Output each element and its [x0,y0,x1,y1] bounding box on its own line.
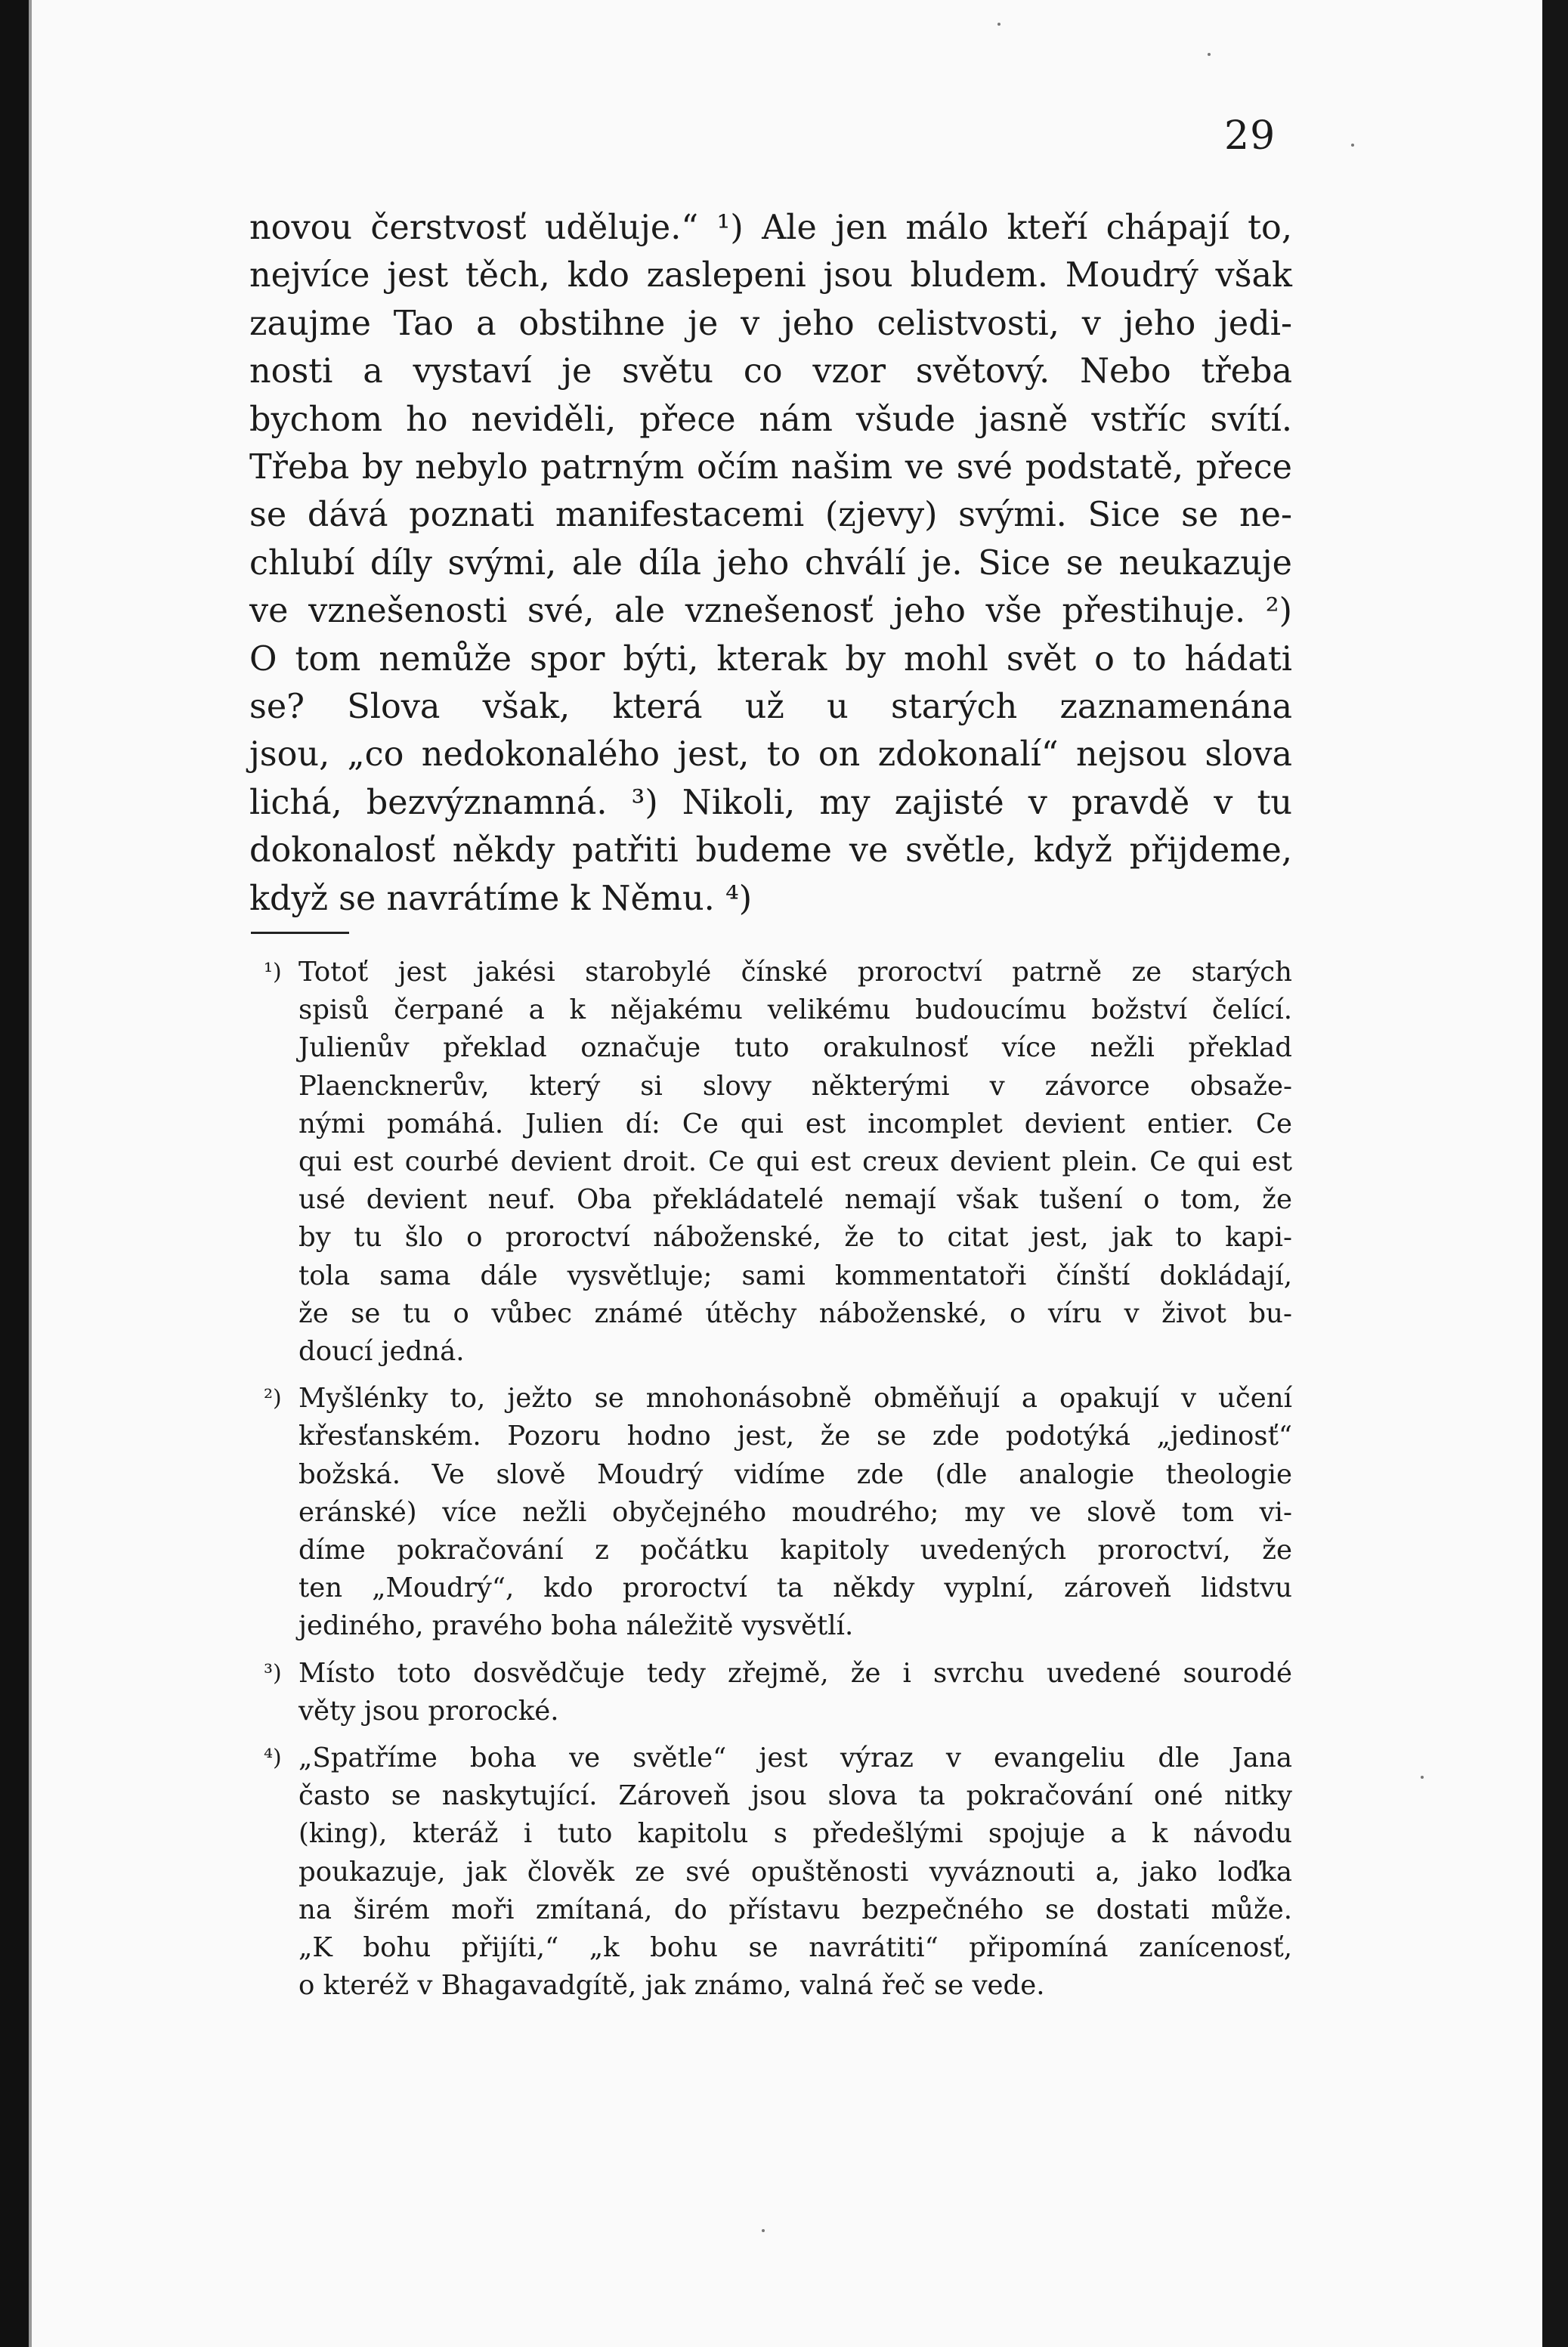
footnote-marker: ¹) [264,959,282,985]
main-line: ve vznešenosti své, ale vznešenosť jeho vše přestihuje. ²) [249,592,1292,631]
main-line: nosti a vystaví je světu co vzor světový. Nebo třeba [249,352,1292,391]
footnote-line: ten „Moudrý“, kdo proroctví ta někdy vyplní, zároveň lidstvu [298,1572,1292,1604]
footnote-line: tola sama dále vysvětluje; sami kommentatoři čínští dokládají, [298,1260,1292,1291]
footnote-line: křesťanském. Pozoru hodno jest, že se zde podotýká „jedinosť“ [298,1421,1292,1452]
footnote-2 [264,1380,1292,1645]
footnote-line: Myšlénky to, ježto se mnohonásobně obměňují a opakují v učení [298,1383,1292,1415]
footnote-line: by tu šlo o proroctví náboženské, že to citat jest, jak to kapi- [298,1222,1292,1254]
scan-left-edge [0,0,30,2347]
footnote-line: božská. Ve slově Moudrý vidíme zde (dle analogie theologie [298,1458,1292,1490]
main-line: se? Slova však, která už u starých zaznamenána [249,688,1292,727]
main-line: dokonalosť někdy patřiti budeme ve světle, když přijdeme, [249,831,1292,870]
footnote-line: díme pokračování z počátku kapitoly uvedených proroctví, že [298,1535,1292,1566]
footnote-1 [264,954,1292,1371]
footnote-4 [264,1739,1292,2005]
scan-speck [762,2229,765,2232]
footnote-line: usé devient neuf. Oba překládatelé nemají však tušení o tom, že [298,1184,1292,1216]
footnote-line: Plaencknerův, který si slovy některými v závorce obsaže- [298,1070,1292,1102]
main-line: O tom nemůže spor býti, kterak by mohl svět o to hádati [249,639,1292,679]
footnote-line: eránské) více nežli obyčejného moudrého; my ve slově tom vi- [298,1496,1292,1528]
footnote-line: věty jsou prorocké. [298,1695,559,1727]
footnote-line: „K bohu přijíti,“ „k bohu se navrátiti“ připomíná zanícenosť, [298,1932,1292,1964]
footnote-line: jediného, pravého boha náležitě vysvětlí. [298,1610,854,1642]
footnote-line: na širém moři zmítaná, do přístavu bezpečného se dostati může. [298,1894,1292,1925]
footnote-line: často se naskytující. Zároveň jsou slova ta pokračování oné nitky [298,1780,1292,1812]
footnote-line: nými pomáhá. Julien dí: Ce qui est incomplet devient entier. Ce [298,1108,1292,1139]
main-text [249,204,1292,923]
scan-speck [997,23,1000,26]
main-line: lichá, bezvýznamná. ³) Nikoli, my zajisté v pravdě v tu [249,783,1292,822]
footnote-3 [264,1655,1292,1730]
footnote-line: spisů čerpané a k nějakému velikému budoucímu božství čelící. [298,994,1292,1026]
main-line: se dává poznati manifestacemi (zjevy) svými. Sice se ne- [249,496,1292,535]
footnote-line: „Spatříme boha ve světle“ jest výraz v evangeliu dle Jana [298,1742,1292,1774]
scan-speck [1421,1776,1424,1779]
scan-speck [1208,53,1211,56]
footnote-line: že se tu o vůbec známé útěchy náboženské, o víru v život bu- [298,1297,1292,1329]
main-line: zaujme Tao a obstihne je v jeho celistvosti, v jeho jedi- [249,304,1292,343]
main-line: chlubí díly svými, ale díla jeho chválí je. Sice se neukazuje [249,543,1292,583]
footnote-marker: ⁴) [264,1745,282,1772]
footnote-line: o kteréž v Bhagavadgítě, jak známo, valná řeč se vede. [298,1970,1045,2002]
main-line: bychom ho neviděli, přece nám všude jasně vstříc svítí. [249,400,1292,439]
main-line: novou čerstvosť uděluje.“ ¹) Ale jen málo kteří chápají to, [249,209,1292,247]
footnote-line: Julienův překlad označuje tuto orakulnosť více nežli překlad [298,1032,1292,1064]
scan-right-edge [1542,0,1568,2347]
scan-speck [1351,144,1354,147]
footnote-line: Totoť jest jakési starobylé čínské proroctví patrně ze starých [298,957,1292,988]
footnote-line: Místo toto dosvědčuje tedy zřejmě, že i svrchu uvedené sourodé [298,1657,1292,1689]
footnote-line: (king), kteráž i tuto kapitolu s předešlými spojuje a k návodu [298,1818,1292,1850]
footnote-line: qui est courbé devient droit. Ce qui est creux devient plein. Ce qui est [298,1146,1292,1178]
main-line: Třeba by nebylo patrným očím našim ve své podstatě, přece [249,448,1292,487]
footnote-marker: ³) [264,1659,282,1687]
main-line: když se navrátíme k Němu. ⁴) [249,879,753,918]
footnotes [264,954,1292,2014]
footnote-line: poukazuje, jak člověk ze své opuštěnosti vyváznouti a, jako loďka [298,1856,1292,1888]
main-line: nejvíce jest těch, kdo zaslepeni jsou bludem. Moudrý však [249,256,1292,295]
footnote-separator [251,932,349,934]
main-line: jsou, „co nedokonalého jest, to on zdokonalí“ nejsou slova [249,735,1292,775]
footnote-marker: ²) [264,1385,282,1412]
footnote-line: doucí jedná. [298,1336,465,1368]
page-number: 29 [1224,113,1276,159]
